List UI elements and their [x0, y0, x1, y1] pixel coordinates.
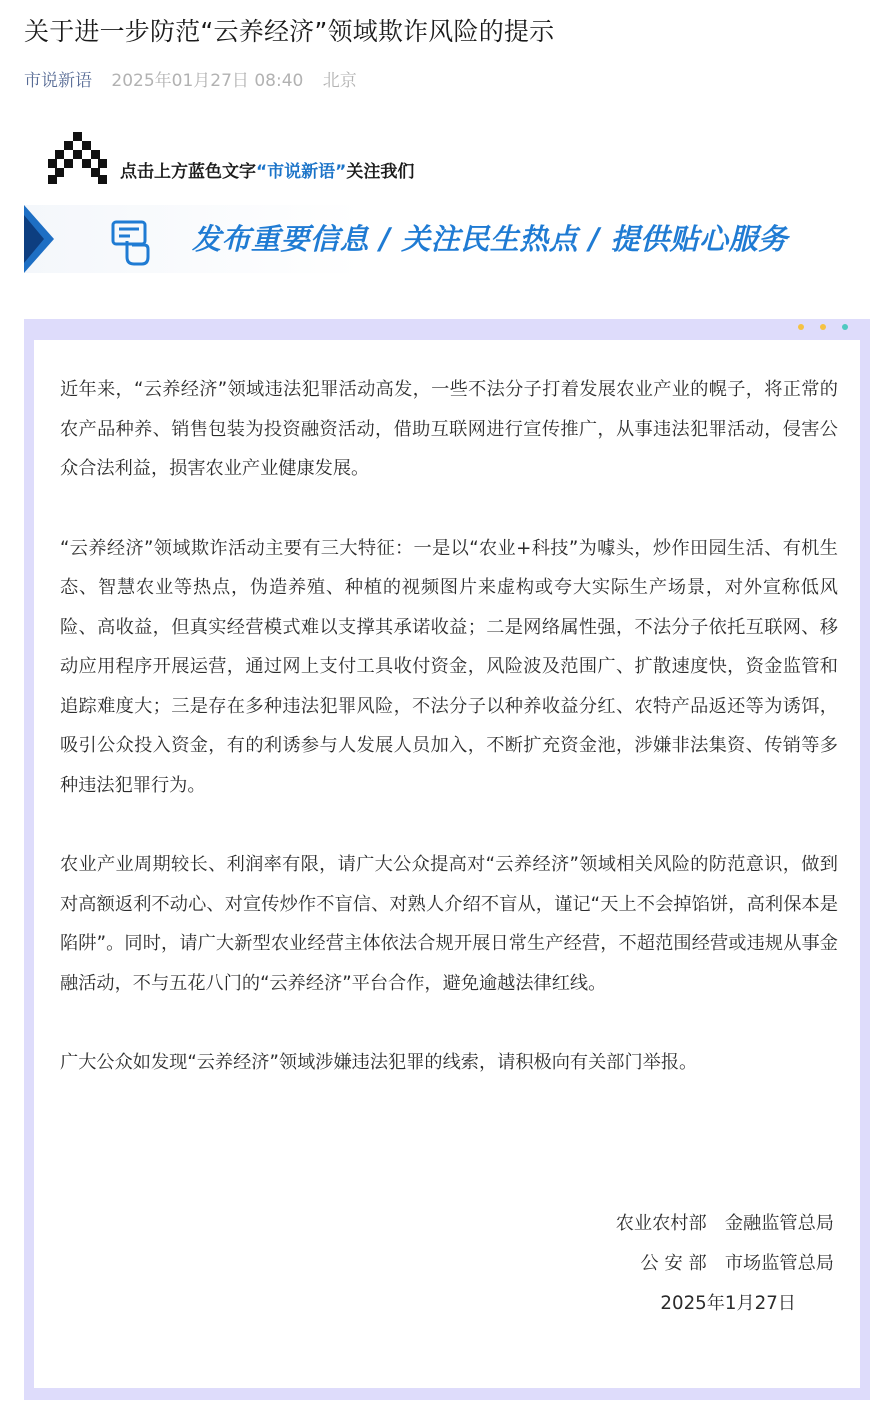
publish-location: 北京 [322, 71, 357, 91]
dot-icon [798, 324, 804, 330]
paragraph: “云养经济”领域欺诈活动主要有三大特征：一是以“农业+科技”为噱头，炒作田园生活、有机生态、智慧农业等热点，伪造养殖、种植的视频图片来虚构或夸大实际生产场景，对外宣称低风险、高收益，但真实经营模式难以支撑其承诺收益；二是网络属性强，不法分子依托互联网、移动应用程序开展运营，通过网上支付工具收付资金，风险波及范围广、扩散速度快，资金监管和追踪难度大；三是存在多种违法犯罪风险，不法分子以种养收益分红、农特产品返还等为诱饵，吸引公众投入资金，有的利诱参与人发展人员加入，不断扩充资金池，涉嫌非法集资、传销等多种违法犯罪行为。 [60, 537, 838, 796]
dot-icon [820, 324, 826, 330]
slogan-text: 发布重要信息 / 关注民生热点 / 提供贴心服务 [192, 222, 788, 256]
signature-line-2: 公 安 部 市场监管总局 [640, 1253, 834, 1274]
decorative-dots [782, 324, 848, 332]
article-card-frame [24, 319, 870, 1400]
dot-icon [842, 324, 848, 330]
follow-prompt [120, 160, 414, 184]
follow-prompt-after: 关注我们 [346, 162, 415, 182]
paragraph: 广大公众如发现“云养经济”领域涉嫌违法犯罪的线索，请积极向有关部门举报。 [60, 1052, 698, 1073]
paragraph: 农业产业周期较长、利润率有限，请广大公众提高对“云养经济”领域相关风险的防范意识，做到对高额返利不动心、对宣传炒作不盲信、对熟人介绍不盲从，谨记“天上不会掉馅饼，高利保本是陷阱”。同时，请广大新型农业经营主体依法合规开展日常生产经营，不超范围经营或违规从事金融活动，不与五花八门的“云养经济”平台合作，避免逾越法律红线。 [60, 854, 838, 994]
article-meta [24, 68, 357, 94]
follow-prompt-highlight: “市说新语” [256, 162, 347, 182]
pixel-arrow-logo-icon [48, 132, 108, 184]
article-card [34, 340, 860, 1388]
paragraph: 近年来，“云养经济”领域违法犯罪活动高发，一些不法分子打着发展农业产业的幌子，将正常的农产品种养、销售包装为投资融资活动，借助互联网进行宣传推广，从事违法犯罪活动，侵害公众合法利益，损害农业产业健康发展。 [60, 379, 838, 479]
article-title: 关于进一步防范“云养经济”领域欺诈风险的提示 [24, 17, 555, 46]
publish-time: 2025年01月27日 08:40 [111, 71, 304, 91]
follow-prompt-before: 点击上方蓝色文字 [120, 162, 256, 182]
banner-arrow-inner-icon [24, 215, 44, 263]
article-body [60, 370, 838, 1123]
hand-tap-icon [110, 219, 154, 267]
account-name-link[interactable]: 市说新语 [24, 71, 92, 91]
slogan-banner [24, 205, 870, 273]
signature-date: 2025年1月27日 [660, 1293, 796, 1314]
signature-line-1: 农业农村部 金融监管总局 [615, 1213, 834, 1234]
